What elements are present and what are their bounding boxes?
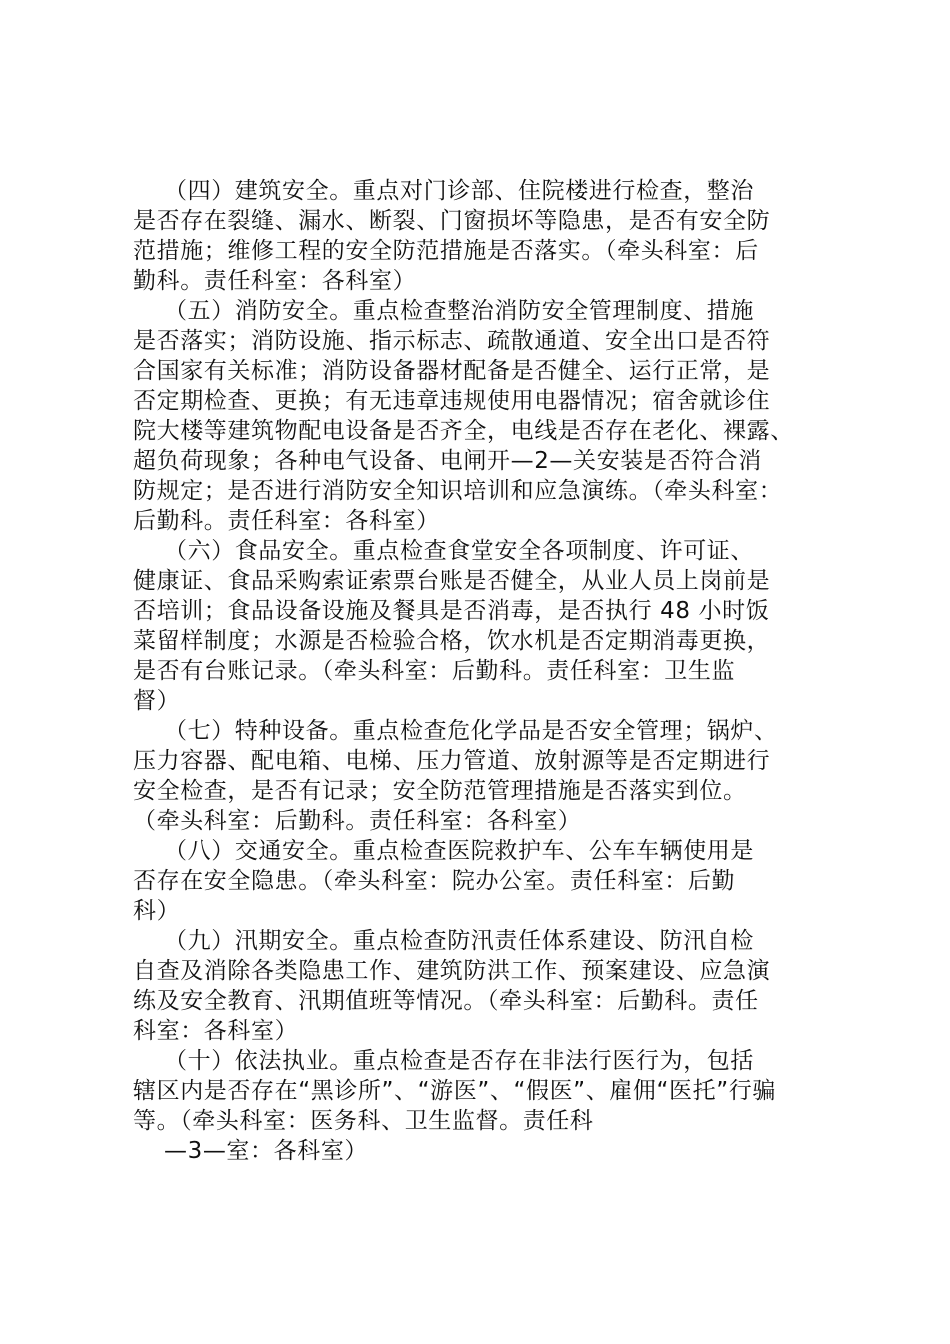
paragraph-10-line-4: —3—室：各科室） bbox=[164, 1138, 369, 1164]
paragraph-8-line-1: （八）交通安全。重点检查医院救护车、公车车辆使用是 bbox=[164, 838, 754, 864]
paragraph-9-line-2: 自查及消除各类隐患工作、建筑防洪工作、预案建设、应急演 bbox=[133, 958, 771, 984]
paragraph-6-line-6: 督） bbox=[133, 688, 181, 714]
paragraph-5-line-1: （五）消防安全。重点检查整治消防安全管理制度、措施 bbox=[164, 298, 754, 324]
paragraph-7-line-2: 压力容器、配电箱、电梯、压力管道、放射源等是否定期进行 bbox=[133, 748, 771, 774]
paragraph-4-line-4: 勤科。责任科室：各科室） bbox=[133, 268, 417, 294]
paragraph-6-line-5: 是否有台账记录。（牵头科室：后勤科。责任科室：卫生监 bbox=[133, 658, 736, 684]
paragraph-5-line-5: 院大楼等建筑物配电设备是否齐全，电线是否存在老化、裸露、 bbox=[133, 418, 794, 444]
paragraph-8-line-3: 科） bbox=[133, 898, 181, 924]
paragraph-4-line-2: 是否存在裂缝、漏水、断裂、门窗损坏等隐患，是否有安全防 bbox=[133, 208, 771, 234]
paragraph-10-line-3: 等。（牵头科室：医务科、卫生监督。责任科 bbox=[133, 1108, 594, 1134]
paragraph-7-line-3: 安全检查，是否有记录；安全防范管理措施是否落实到位。 bbox=[133, 778, 747, 804]
paragraph-10-line-2: 辖区内是否存在“黑诊所”、“游医”、“假医”、雇佣“医托”行骗 bbox=[133, 1078, 776, 1104]
paragraph-5-line-3: 合国家有关标准；消防设备器材配备是否健全、运行正常，是 bbox=[133, 358, 771, 384]
paragraph-5-line-7: 防规定；是否进行消防安全知识培训和应急演练。（牵头科室： bbox=[133, 478, 783, 504]
paragraph-9-line-4: 科室：各科室） bbox=[133, 1018, 299, 1044]
paragraph-10-line-1: （十）依法执业。重点检查是否存在非法行医行为，包括 bbox=[164, 1048, 754, 1074]
paragraph-5-line-4: 否定期检查、更换；有无违章违规使用电器情况；宿舍就诊住 bbox=[133, 388, 771, 414]
paragraph-7-line-4: （牵头科室：后勤科。责任科室：各科室） bbox=[133, 808, 582, 834]
paragraph-9-line-1: （九）汛期安全。重点检查防汛责任体系建设、防汛自检 bbox=[164, 928, 754, 954]
paragraph-6-line-4: 菜留样制度；水源是否检验合格，饮水机是否定期消毒更换， bbox=[133, 628, 771, 654]
paragraph-4-line-3: 范措施；维修工程的安全防范措施是否落实。（牵头科室：后 bbox=[133, 238, 759, 264]
paragraph-6-line-3: 否培训；食品设备设施及餐具是否消毒，是否执行 48 小时饭 bbox=[133, 598, 770, 624]
paragraph-8-line-2: 否存在安全隐患。（牵头科室：院办公室。责任科室：后勤 bbox=[133, 868, 736, 894]
paragraph-7-line-1: （七）特种设备。重点检查危化学品是否安全管理；锅炉、 bbox=[164, 718, 778, 744]
paragraph-5-line-6: 超负荷现象；各种电气设备、电闸开—2—关安装是否符合消 bbox=[133, 448, 762, 474]
paragraph-6-line-2: 健康证、食品采购索证索票台账是否健全，从业人员上岗前是 bbox=[133, 568, 771, 594]
paragraph-9-line-3: 练及安全教育、汛期值班等情况。（牵头科室：后勤科。责任 bbox=[133, 988, 759, 1014]
paragraph-6-line-1: （六）食品安全。重点检查食堂安全各项制度、许可证、 bbox=[164, 538, 754, 564]
paragraph-4-line-1: （四）建筑安全。重点对门诊部、住院楼进行检查，整治 bbox=[164, 178, 754, 204]
paragraph-5-line-8: 后勤科。责任科室：各科室） bbox=[133, 508, 440, 534]
paragraph-5-line-2: 是否落实；消防设施、指示标志、疏散通道、安全出口是否符 bbox=[133, 328, 771, 354]
